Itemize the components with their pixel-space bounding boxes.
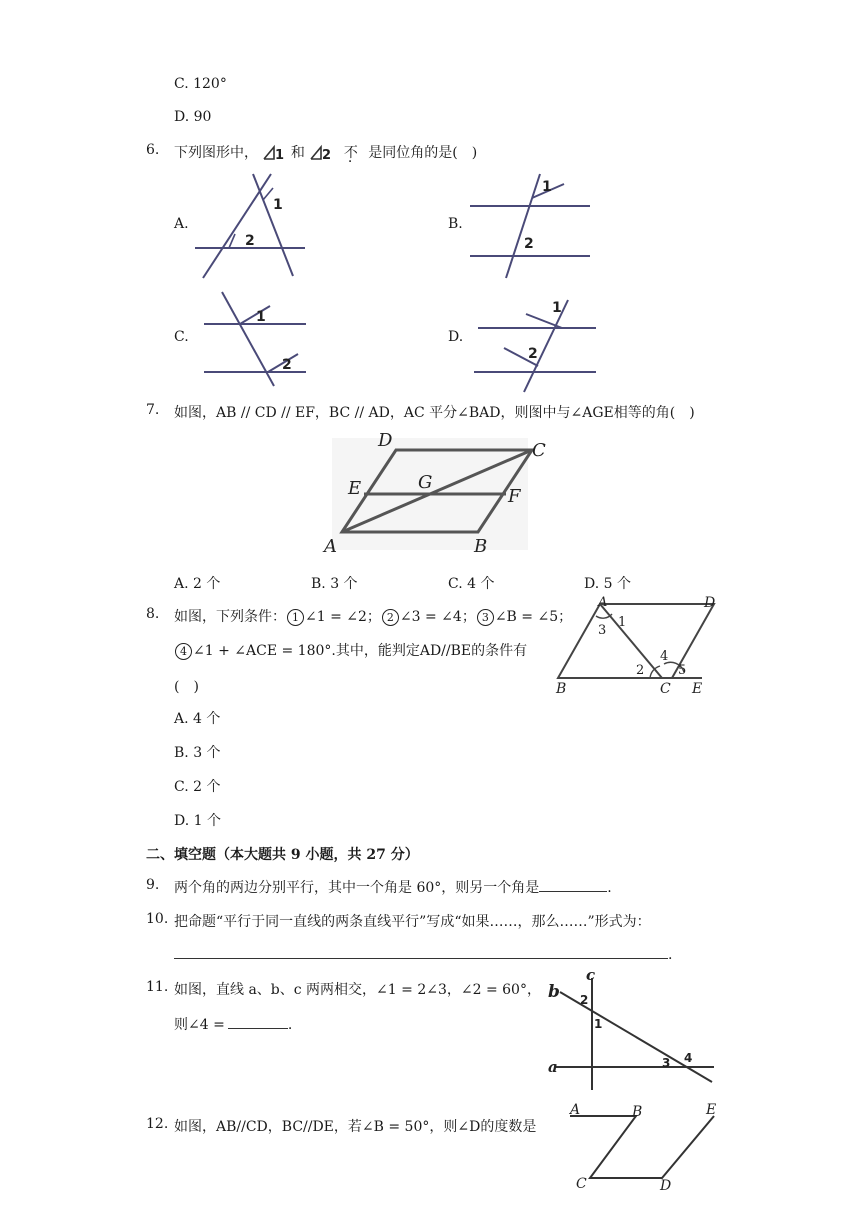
q7-number: 7. bbox=[146, 402, 160, 418]
q6-option-d: D. bbox=[448, 329, 464, 345]
svg-text:2: 2 bbox=[322, 148, 332, 163]
q6d-angle2-label: 2 bbox=[528, 346, 538, 362]
angle2-symbol bbox=[309, 145, 333, 161]
q6-option-b: B. bbox=[448, 216, 463, 232]
q6b-angle1-label: 1 bbox=[542, 179, 552, 195]
q8-angle1-label: 1 bbox=[618, 615, 627, 630]
q8-circled-2: 2 bbox=[382, 609, 399, 626]
q8-label-D: D bbox=[704, 595, 716, 611]
q6-stem bbox=[174, 142, 477, 162]
q6-stem-b: 和 bbox=[290, 145, 305, 161]
q12-number: 12. bbox=[146, 1116, 169, 1132]
q12-label-A: A bbox=[570, 1102, 581, 1118]
q9-answer-blank[interactable] bbox=[539, 877, 607, 892]
q6-figure-a bbox=[195, 172, 310, 280]
q7-label-E: E bbox=[348, 478, 362, 499]
q11-angle1-label: 1 bbox=[594, 1017, 603, 1031]
section2-title: 二、填空题（本大题共 9 小题，共 27 分） bbox=[146, 847, 419, 863]
q8-option-a: A. 4 个 bbox=[174, 711, 221, 727]
q11-label-c: c bbox=[586, 966, 596, 984]
q7-label-C: C bbox=[532, 440, 546, 461]
q8-option-b: B. 3 个 bbox=[174, 745, 221, 761]
q10-end: . bbox=[668, 947, 673, 963]
q6-stem-not: 不 bbox=[343, 145, 358, 161]
q11-figure bbox=[546, 966, 720, 1092]
q6-option-c: C. bbox=[174, 329, 189, 345]
q5-option-d: D. 90 bbox=[174, 109, 212, 125]
q6-option-a: A. bbox=[174, 216, 189, 232]
q6-figure-c bbox=[204, 290, 309, 388]
q11-line2 bbox=[174, 1014, 292, 1034]
q6a-angle2-label: 2 bbox=[245, 233, 255, 249]
q6c-angle1-label: 1 bbox=[256, 309, 266, 325]
q11-line1: 如图，直线 a、b、c 两两相交，∠1 = 2∠3，∠2 = 60°， bbox=[174, 982, 541, 998]
q7-stem: 如图，AB // CD // EF，BC // AD，AC 平分∠BAD，则图中与∠AGE相等的角( ) bbox=[174, 405, 695, 421]
q11-end: . bbox=[287, 1017, 293, 1033]
q11-label-a: a bbox=[548, 1058, 558, 1076]
q7-option-c: C. 4 个 bbox=[448, 576, 495, 592]
q8-line2 bbox=[174, 640, 527, 660]
q6-stem-a: 下列图形中， bbox=[174, 145, 258, 161]
q6c-angle2-label: 2 bbox=[282, 357, 292, 373]
q8-circled-4: 4 bbox=[175, 643, 192, 660]
q7-option-b: B. 3 个 bbox=[311, 576, 358, 592]
q8-line1 bbox=[174, 606, 572, 626]
q11-label-b: b bbox=[548, 982, 560, 1002]
q8-line1-a: 如图，下列条件： bbox=[174, 609, 286, 625]
q10-text: 把命题“平行于同一直线的两条直线平行”写成“如果……，那么……”形式为： bbox=[174, 914, 651, 930]
q11-angle3-label: 3 bbox=[662, 1056, 671, 1070]
q6d-angle1-label: 1 bbox=[552, 300, 562, 316]
q8-angle3-label: 3 bbox=[598, 623, 607, 638]
q10-number: 10. bbox=[146, 911, 169, 927]
q8-cond1: ∠1 = ∠2； bbox=[305, 609, 381, 625]
q6-stem-c: 是同位角的是( ) bbox=[368, 145, 478, 161]
q8-angle2-label: 2 bbox=[636, 663, 645, 678]
q7-figure bbox=[318, 428, 546, 557]
q9-text: 两个角的两边分别平行，其中一个角是 60°，则另一个角是 bbox=[174, 880, 540, 896]
q9-end: . bbox=[607, 880, 612, 896]
q8-label-A: A bbox=[598, 595, 608, 610]
q6-figure-d bbox=[474, 296, 599, 394]
q8-cond3: ∠B = ∠5； bbox=[494, 609, 573, 625]
q9-text-line bbox=[174, 877, 612, 897]
q8-angle4-label: 4 bbox=[660, 649, 669, 664]
q10-answer-blank[interactable] bbox=[174, 944, 668, 959]
svg-text:1: 1 bbox=[275, 148, 285, 163]
q8-figure bbox=[552, 592, 722, 696]
q8-cond2: ∠3 = ∠4； bbox=[399, 609, 476, 625]
q12-label-B: B bbox=[632, 1104, 643, 1120]
q8-label-C: C bbox=[660, 681, 671, 697]
q8-label-E: E bbox=[692, 681, 703, 697]
q12-label-E: E bbox=[706, 1102, 717, 1118]
q6-number: 6. bbox=[146, 142, 160, 158]
q8-option-c: C. 2 个 bbox=[174, 779, 221, 795]
q8-cond4: ∠1 + ∠ACE = 180°.其中，能判定AD//BE的条件有 bbox=[193, 643, 528, 659]
q6-figure-b bbox=[468, 172, 593, 280]
q7-label-D: D bbox=[378, 430, 393, 451]
q11-angle4-label: 4 bbox=[684, 1051, 693, 1065]
q12-figure bbox=[566, 1100, 726, 1194]
q11-answer-blank[interactable] bbox=[228, 1014, 288, 1029]
q5-option-c: C. 120° bbox=[174, 76, 227, 92]
angle1-symbol bbox=[262, 145, 286, 161]
q12-label-D: D bbox=[660, 1178, 672, 1194]
q9-number: 9. bbox=[146, 877, 160, 893]
q8-circled-3: 3 bbox=[477, 609, 494, 626]
q12-text: 如图，AB//CD，BC//DE，若∠B = 50°，则∠D的度数是 bbox=[174, 1119, 537, 1135]
q12-label-C: C bbox=[576, 1176, 587, 1192]
q8-option-d: D. 1 个 bbox=[174, 813, 221, 829]
q8-angle5-label: 5 bbox=[678, 663, 687, 678]
q7-option-a: A. 2 个 bbox=[174, 576, 221, 592]
q8-number: 8. bbox=[146, 606, 160, 622]
q6b-angle2-label: 2 bbox=[524, 236, 534, 252]
q8-circled-1: 1 bbox=[287, 609, 304, 626]
q8-paren: ( ) bbox=[174, 679, 199, 695]
q7-label-A: A bbox=[324, 536, 337, 557]
q7-option-d: D. 5 个 bbox=[584, 576, 631, 592]
q11-number: 11. bbox=[146, 979, 169, 995]
q6a-angle1-label: 1 bbox=[273, 197, 283, 213]
q11-angle2-label: 2 bbox=[580, 993, 589, 1007]
q11-line2-text: 则∠4 = bbox=[174, 1017, 225, 1033]
q7-label-G: G bbox=[418, 472, 433, 493]
q7-label-F: F bbox=[508, 486, 521, 507]
q10-answer-line bbox=[174, 944, 672, 963]
q7-label-B: B bbox=[474, 536, 488, 557]
q8-label-B: B bbox=[556, 681, 567, 697]
